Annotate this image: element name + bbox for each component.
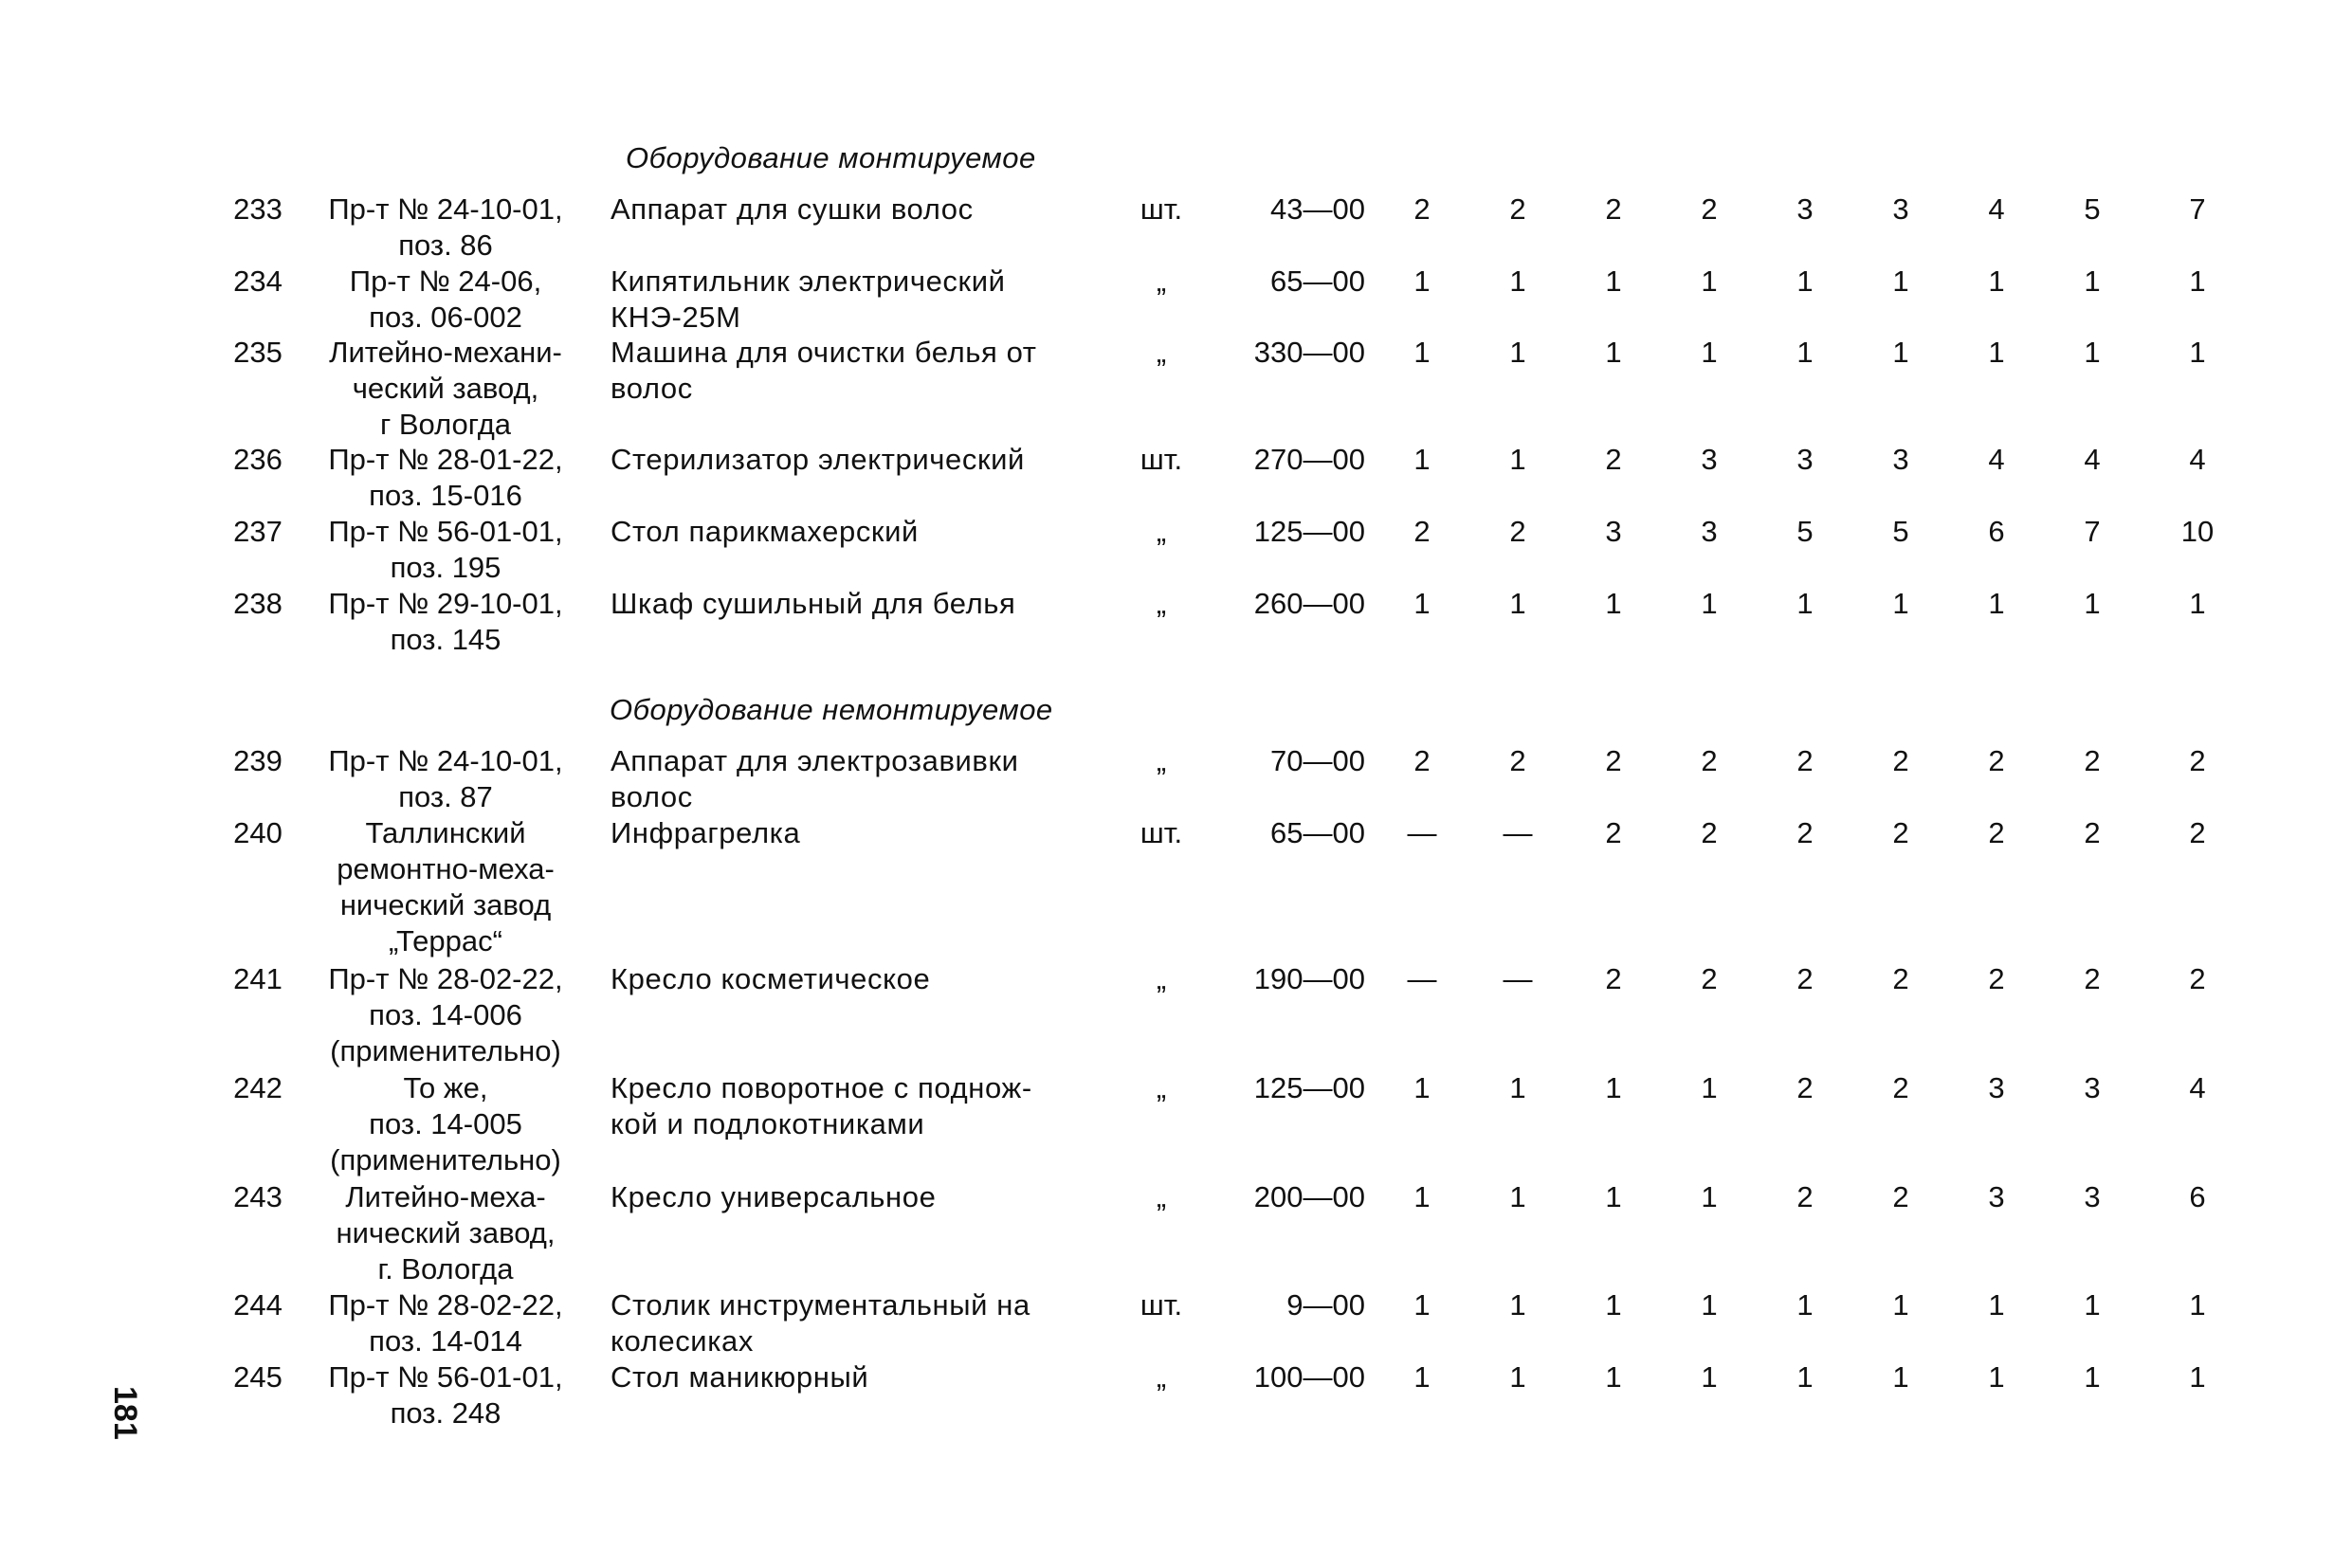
row-number: 238 <box>233 587 283 620</box>
row-name: Стол маникюрный <box>611 1360 869 1394</box>
row-quantity: — <box>1407 816 1437 849</box>
row-quantity: 1 <box>1892 1288 1909 1322</box>
row-quantity: 2 <box>1796 1180 1814 1213</box>
row-quantity: 4 <box>2084 443 2101 476</box>
row-quantity: 1 <box>1796 587 1814 620</box>
row-quantity: 1 <box>1892 1360 1909 1394</box>
row-unit: „ <box>1156 744 1167 777</box>
row-unit: „ <box>1156 962 1167 995</box>
row-quantity: 2 <box>2189 744 2206 777</box>
row-price: 260—00 <box>1253 587 1365 620</box>
row-quantity: 1 <box>1509 587 1526 620</box>
section-title-mounted: Оборудование монтируемое <box>626 141 1036 174</box>
row-quantity: 3 <box>2084 1071 2101 1104</box>
row-reference: Таллинский ремонтно-меха- нический завод „Террас“ <box>337 816 555 957</box>
row-name: Столик инструментальный на колесиках <box>611 1288 1030 1358</box>
row-quantity: 1 <box>1701 1288 1718 1322</box>
section-title-non-mounted: Оборудование немонтируемое <box>610 693 1053 726</box>
row-name: Кресло поворотное с поднож- кой и подлокотниками <box>611 1071 1032 1140</box>
row-quantity: 1 <box>1796 1288 1814 1322</box>
row-price: 200—00 <box>1253 1180 1365 1213</box>
row-quantity: 2 <box>2189 962 2206 995</box>
row-quantity: 1 <box>1509 1360 1526 1394</box>
row-quantity: 1 <box>1509 336 1526 369</box>
row-quantity: 3 <box>1988 1180 2005 1213</box>
row-unit: „ <box>1156 1180 1167 1213</box>
row-quantity: 1 <box>2189 264 2206 298</box>
row-quantity: 10 <box>2180 515 2215 548</box>
row-quantity: 1 <box>1413 336 1431 369</box>
row-number: 233 <box>233 192 283 226</box>
row-quantity: 3 <box>1701 443 1718 476</box>
row-quantity: 2 <box>1701 816 1718 849</box>
row-quantity: 2 <box>1413 744 1431 777</box>
row-quantity: 2 <box>1892 816 1909 849</box>
row-reference: Литейно-механи- ческий завод, г Вологда <box>329 336 562 441</box>
row-name: Стерилизатор электрический <box>611 443 1025 476</box>
row-quantity: 1 <box>1413 1071 1431 1104</box>
row-quantity: 2 <box>1796 962 1814 995</box>
row-number: 242 <box>233 1071 283 1104</box>
row-quantity: 2 <box>1509 744 1526 777</box>
row-quantity: 2 <box>1701 962 1718 995</box>
row-quantity: 2 <box>1605 192 1622 226</box>
row-quantity: — <box>1503 816 1533 849</box>
row-name: Машина для очистки белья от волос <box>611 336 1037 405</box>
row-quantity: 1 <box>1413 264 1431 298</box>
row-quantity: 1 <box>1988 336 2005 369</box>
row-number: 243 <box>233 1180 283 1213</box>
row-quantity: 2 <box>1413 192 1431 226</box>
row-unit: „ <box>1156 587 1167 620</box>
row-quantity: — <box>1407 962 1437 995</box>
row-price: 70—00 <box>1270 744 1365 777</box>
row-number: 240 <box>233 816 283 849</box>
row-quantity: 1 <box>1413 587 1431 620</box>
row-quantity: 1 <box>1509 1288 1526 1322</box>
row-name: Кресло косметическое <box>611 962 931 995</box>
row-quantity: 5 <box>1796 515 1814 548</box>
row-quantity: 1 <box>1988 1360 2005 1394</box>
row-quantity: 4 <box>2189 1071 2206 1104</box>
row-number: 245 <box>233 1360 283 1394</box>
row-quantity: 1 <box>2084 264 2101 298</box>
row-quantity: 1 <box>1701 336 1718 369</box>
row-quantity: 3 <box>1605 515 1622 548</box>
row-number: 235 <box>233 336 283 369</box>
row-quantity: 1 <box>1605 1180 1622 1213</box>
row-quantity: 2 <box>1892 1071 1909 1104</box>
row-quantity: 1 <box>1701 587 1718 620</box>
row-reference: Литейно-меха- нический завод, г. Вологда <box>336 1180 556 1285</box>
row-name: Аппарат для электрозавивки волос <box>611 744 1019 813</box>
row-quantity: 3 <box>1892 192 1909 226</box>
row-number: 237 <box>233 515 283 548</box>
row-quantity: 5 <box>2084 192 2101 226</box>
row-unit: „ <box>1156 1071 1167 1104</box>
row-quantity: 1 <box>1413 1288 1431 1322</box>
row-quantity: 1 <box>1509 1071 1526 1104</box>
row-quantity: 1 <box>1701 264 1718 298</box>
row-price: 9—00 <box>1286 1288 1365 1322</box>
row-quantity: 2 <box>1701 744 1718 777</box>
row-reference: Пр-т № 24-10-01, поз. 86 <box>328 192 563 262</box>
row-unit: „ <box>1156 336 1167 369</box>
row-quantity: 2 <box>1892 1180 1909 1213</box>
row-quantity: 2 <box>1796 1071 1814 1104</box>
row-number: 234 <box>233 264 283 298</box>
row-quantity: 1 <box>1988 587 2005 620</box>
page-number: 181 <box>107 1386 143 1440</box>
row-quantity: 2 <box>1796 744 1814 777</box>
row-quantity: 1 <box>1892 336 1909 369</box>
row-quantity: 1 <box>2084 1288 2101 1322</box>
row-quantity: 3 <box>1796 443 1814 476</box>
row-name: Кресло универсальное <box>611 1180 937 1213</box>
row-price: 43—00 <box>1270 192 1365 226</box>
row-quantity: 1 <box>1701 1071 1718 1104</box>
row-quantity: 2 <box>1701 192 1718 226</box>
row-quantity: 1 <box>1892 264 1909 298</box>
row-price: 65—00 <box>1270 264 1365 298</box>
row-quantity: — <box>1503 962 1533 995</box>
row-quantity: 1 <box>1796 1360 1814 1394</box>
row-quantity: 1 <box>1605 336 1622 369</box>
row-price: 330—00 <box>1253 336 1365 369</box>
row-number: 236 <box>233 443 283 476</box>
row-quantity: 1 <box>2189 1360 2206 1394</box>
row-quantity: 3 <box>1701 515 1718 548</box>
row-reference: Пр-т № 28-01-22, поз. 15-016 <box>328 443 563 512</box>
row-quantity: 4 <box>1988 192 2005 226</box>
row-quantity: 1 <box>1605 264 1622 298</box>
row-quantity: 1 <box>1605 587 1622 620</box>
row-quantity: 2 <box>1509 515 1526 548</box>
row-quantity: 1 <box>1605 1071 1622 1104</box>
row-reference: Пр-т № 24-10-01, поз. 87 <box>328 744 563 813</box>
row-quantity: 1 <box>2084 336 2101 369</box>
row-reference: Пр-т № 29-10-01, поз. 145 <box>328 587 563 656</box>
row-quantity: 2 <box>2084 962 2101 995</box>
row-reference: Пр-т № 28-02-22, поз. 14-014 <box>328 1288 563 1358</box>
row-quantity: 2 <box>1605 443 1622 476</box>
row-name: Шкаф сушильный для белья <box>611 587 1016 620</box>
row-quantity: 1 <box>1605 1360 1622 1394</box>
row-name: Аппарат для сушки волос <box>611 192 974 226</box>
row-reference: Пр-т № 28-02-22, поз. 14-006 (применительно) <box>328 962 563 1067</box>
row-quantity: 1 <box>1988 264 2005 298</box>
row-reference: Пр-т № 56-01-01, поз. 195 <box>328 515 563 584</box>
row-quantity: 2 <box>1988 816 2005 849</box>
row-unit: шт. <box>1140 443 1183 476</box>
row-quantity: 1 <box>1509 1180 1526 1213</box>
row-quantity: 6 <box>2189 1180 2206 1213</box>
row-quantity: 3 <box>1796 192 1814 226</box>
row-quantity: 2 <box>1892 962 1909 995</box>
row-name: Инфрагрелка <box>611 816 801 849</box>
row-unit: „ <box>1156 1360 1167 1394</box>
row-quantity: 1 <box>1413 1360 1431 1394</box>
row-quantity: 1 <box>2189 336 2206 369</box>
row-quantity: 2 <box>2084 816 2101 849</box>
row-quantity: 5 <box>1892 515 1909 548</box>
row-quantity: 6 <box>1988 515 2005 548</box>
row-price: 190—00 <box>1253 962 1365 995</box>
row-quantity: 4 <box>2189 443 2206 476</box>
row-quantity: 3 <box>1892 443 1909 476</box>
row-quantity: 2 <box>1892 744 1909 777</box>
row-quantity: 7 <box>2189 192 2206 226</box>
row-quantity: 7 <box>2084 515 2101 548</box>
row-quantity: 1 <box>2189 1288 2206 1322</box>
row-quantity: 1 <box>1509 443 1526 476</box>
row-quantity: 1 <box>1605 1288 1622 1322</box>
row-quantity: 1 <box>1509 264 1526 298</box>
row-quantity: 1 <box>1413 1180 1431 1213</box>
row-quantity: 1 <box>1796 264 1814 298</box>
row-quantity: 1 <box>1701 1360 1718 1394</box>
row-quantity: 1 <box>1796 336 1814 369</box>
row-name: Кипятильник электрический КНЭ-25М <box>611 264 1006 334</box>
row-reference: То же, поз. 14-005 (применительно) <box>330 1071 561 1176</box>
row-price: 65—00 <box>1270 816 1365 849</box>
row-quantity: 2 <box>1988 744 2005 777</box>
row-quantity: 1 <box>2084 587 2101 620</box>
row-quantity: 3 <box>1988 1071 2005 1104</box>
row-name: Стол парикмахерский <box>611 515 919 548</box>
row-reference: Пр-т № 24-06, поз. 06-002 <box>349 264 542 334</box>
row-price: 125—00 <box>1253 515 1365 548</box>
row-quantity: 2 <box>1796 816 1814 849</box>
row-price: 270—00 <box>1253 443 1365 476</box>
row-quantity: 1 <box>1892 587 1909 620</box>
row-reference: Пр-т № 56-01-01, поз. 248 <box>328 1360 563 1430</box>
row-quantity: 2 <box>1605 962 1622 995</box>
row-quantity: 2 <box>1605 816 1622 849</box>
row-quantity: 2 <box>1413 515 1431 548</box>
row-quantity: 2 <box>1988 962 2005 995</box>
row-unit: „ <box>1156 264 1167 298</box>
row-quantity: 1 <box>2084 1360 2101 1394</box>
row-quantity: 2 <box>1605 744 1622 777</box>
row-unit: шт. <box>1140 192 1183 226</box>
row-quantity: 2 <box>2189 816 2206 849</box>
row-quantity: 1 <box>1988 1288 2005 1322</box>
row-price: 125—00 <box>1253 1071 1365 1104</box>
row-quantity: 2 <box>2084 744 2101 777</box>
row-quantity: 4 <box>1988 443 2005 476</box>
row-number: 239 <box>233 744 283 777</box>
row-number: 244 <box>233 1288 283 1322</box>
row-quantity: 1 <box>1701 1180 1718 1213</box>
row-price: 100—00 <box>1253 1360 1365 1394</box>
row-quantity: 3 <box>2084 1180 2101 1213</box>
row-unit: шт. <box>1140 816 1183 849</box>
row-number: 241 <box>233 962 283 995</box>
row-quantity: 1 <box>2189 587 2206 620</box>
row-quantity: 2 <box>1509 192 1526 226</box>
row-unit: шт. <box>1140 1288 1183 1322</box>
row-quantity: 1 <box>1413 443 1431 476</box>
row-unit: „ <box>1156 515 1167 548</box>
